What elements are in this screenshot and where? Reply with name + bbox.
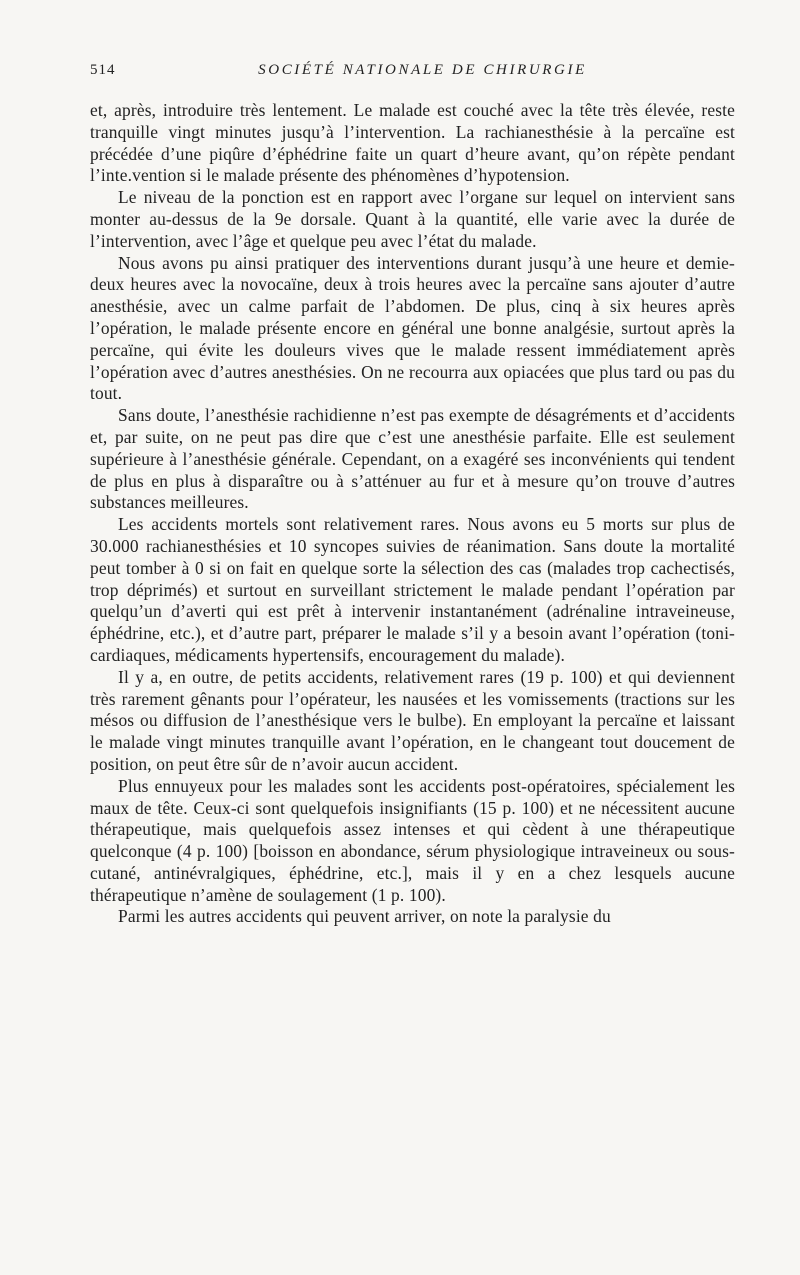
paragraph-6: Il y a, en outre, de petits accidents, relativement rares (19 p. 100) et qui deviennent très rarement gênants pour l’opérateur, les nausées et les vomissements (tractions sur les mésos ou diffusion de l’anesthésique vers le bulbe). En employant la percaïne et laissant le malade vingt minutes tranquille avant l’opération, en le changeant tout doucement de position, on peut être sûr de n’avoir aucun accident.: [90, 666, 735, 774]
paragraph-3: Nous avons pu ainsi pratiquer des interventions durant jusqu’à une heure et demie-deux heures avec la novocaïne, deux à trois heures avec la percaïne sans ajouter d’autre anesthésie, avec un calme parfait de l’abdomen. De plus, cinq à six heures après l’opération, le malade présente encore en général une bonne analgésie, surtout après la percaïne, qui évite les douleurs vives que le malade ressent immédiatement après l’opération avec d’autres anesthésies. On ne recourra aux opiacées que plus tard ou pas du tout.: [90, 252, 735, 404]
paragraph-2: Le niveau de la ponction est en rapport avec l’organe sur lequel on intervient sans monter au-dessus de la 9e dorsale. Quant à la quantité, elle varie avec la durée de l’intervention, avec l’âge et quelque peu avec l’état du malade.: [90, 187, 735, 251]
paragraph-4: Sans doute, l’anesthésie rachidienne n’est pas exempte de désagréments et d’accidents et, par suite, on ne peut pas dire que c’est une anesthésie parfaite. Elle est seulement supérieure à l’anesthésie générale. Cependant, on a exagéré ses inconvénients qui tendent de plus en plus à disparaître ou à s’atténuer au fur et à mesure qu’on trouve d’autres substances meilleures.: [90, 405, 735, 513]
paragraph-8: Parmi les autres accidents qui peuvent arriver, on note la paralysie du: [118, 906, 611, 927]
page-header: [90, 62, 735, 86]
body-text: [90, 100, 735, 928]
paragraph-1: et, après, introduire très lentement. Le malade est couché avec la tête très élevée, reste tranquille vingt minutes jusqu’à l’intervention. La rachianesthésie à la percaïne est précédée d’une piqûre d’éphédrine faite un quart d’heure avant, qu’on répète pendant l’inte.vention si le malade présente des phénomènes d’hypotension.: [90, 100, 735, 186]
running-title: SOCIÉTÉ NATIONALE DE CHIRURGIE: [258, 62, 587, 78]
paragraph-7: Plus ennuyeux pour les malades sont les accidents post-opératoires, spécialement les maux de tête. Ceux-ci sont quelquefois insignifiants (15 p. 100) et ne nécessitent aucune thérapeutique, mais quelquefois assez intenses et qui cèdent à une thérapeutique quelconque (4 p. 100) [boisson en abondance, sérum physiologique intraveineux ou sous-cutané, antinévralgiques, éphédrine, etc.], mais il y en a chez lesquels aucune thérapeutique n’amène de soulagement (1 p. 100).: [90, 775, 735, 905]
paragraph-5: Les accidents mortels sont relativement rares. Nous avons eu 5 morts sur plus de 30.000 rachianesthésies et 10 syncopes suivies de réanimation. Sans doute la mortalité peut tomber à 0 si on fait en quelque sorte la sélection des cas (malades trop cachectisés, trop déprimés) et surtout en surveillant strictement le malade pendant l’opération par quelqu’un d’averti qui est prêt à intervenir instantanément (adrénaline intraveineuse, éphédrine, etc.), et d’autre part, préparer le malade s’il y a besoin avant l’opération (toni-cardiaques, médicaments hypertensifs, encouragement du malade).: [90, 514, 735, 665]
page-number: 514: [90, 62, 116, 78]
